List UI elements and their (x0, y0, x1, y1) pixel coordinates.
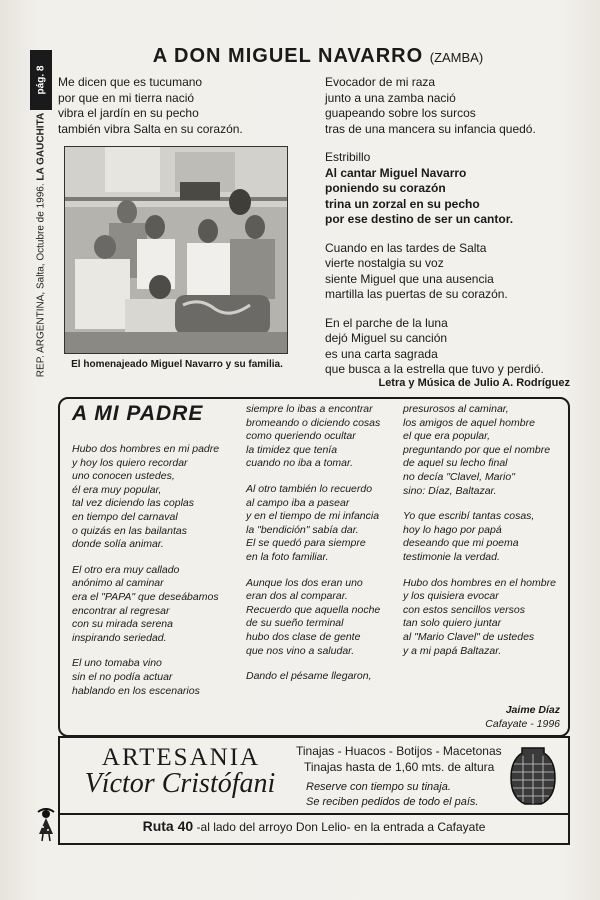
ad-order-note-1: Reserve con tiempo su tinaja. (306, 781, 451, 793)
verse-line: cuando no iba a tomar. (246, 457, 354, 470)
verse-line: testimonie la verdad. (403, 550, 500, 563)
zamba-right-column (325, 75, 580, 391)
ad-route-rest: -al lado del arroyo Don Lelio- en la entrada a Cafayate (193, 820, 486, 834)
verse-line: trina un zorzal en su pecho (325, 196, 480, 211)
verse-line: junto a una zamba nació (325, 90, 456, 105)
verse-line: Me dicen que es tucumano (58, 75, 203, 89)
stanza-gap (72, 552, 242, 564)
ad-route-bold: Ruta 40 (142, 818, 194, 834)
poem-column-3 (403, 403, 561, 658)
article-title (58, 45, 578, 68)
verse-line: la "bendición" sabía dar. (246, 523, 359, 536)
verse-line: tal vez diciendo las coplas (72, 497, 194, 510)
verse-line: Al otro también lo recuerdo (246, 482, 373, 495)
stanza-gap (246, 471, 406, 483)
zamba-left-stanza (58, 75, 318, 137)
verse-line: encontrar al regresar (72, 604, 170, 617)
verse-line: al "Mario Clavel" de ustedes (403, 630, 535, 643)
verse-line: era el "PAPA" que deseábamos (72, 590, 219, 603)
verse-line: El uno tomaba vino (72, 657, 162, 670)
ad-owner-name: Víctor Cristófani (84, 768, 276, 799)
ad-order-note-2: Se reciben pedidos de todo el país. (306, 796, 479, 808)
page-number-tab (30, 50, 52, 110)
verse-line: y en el tiempo de mi infancia (246, 510, 380, 523)
stanza-gap (246, 658, 406, 670)
vase-icon (508, 744, 558, 813)
poem-signature (440, 703, 560, 731)
verse-line: la timidez que tenía (246, 443, 338, 456)
stanza-gap (403, 498, 561, 510)
verse-line: sin el no podía actuar (72, 670, 173, 683)
poem-column-1 (72, 443, 242, 698)
verse-line: Cuando en las tardes de Salta (325, 240, 487, 255)
poem-column-2 (246, 403, 406, 684)
poem-author: Jaime Díaz (505, 704, 560, 716)
verse-line: donde solía animar. (72, 538, 164, 551)
ad-brand: ARTESANIA (101, 744, 261, 771)
stanza (325, 241, 580, 303)
verse-line: uno conocen ustedes, (72, 470, 175, 483)
verse-line: también vibra Salta en su corazón. (58, 121, 243, 136)
verse-line: martilla las puertas de su corazón. (325, 287, 508, 301)
verse-line: él era muy popular, (72, 483, 162, 496)
issue-line: REP. ARGENTINA, Salta, Octubre de 1996. (35, 183, 47, 378)
verse-line: vibra el jardín en su pecho (58, 106, 199, 120)
gauchita-mascot-icon (34, 808, 58, 847)
side-strip (30, 50, 52, 380)
verse-line: Hubo dos hombres en mi padre (72, 443, 220, 455)
stanza (325, 316, 580, 378)
verse-line: presurosos al caminar, (403, 403, 509, 415)
verse-line: Aunque los dos eran uno (246, 576, 363, 589)
verse-line: los amigos de aquel hombre (403, 416, 535, 429)
verse-line: Yo que escribí tantas cosas, (403, 510, 535, 523)
verse-line: Hubo dos hombres en el hombre (403, 576, 556, 589)
verse-line: sino: Díaz, Baltazar. (403, 484, 497, 497)
poem-title: A MI PADRE (72, 402, 204, 425)
verse-line: como queriendo ocultar (246, 430, 356, 443)
verse-line: al campo iba a pasear (246, 496, 350, 509)
verse-line: el que era popular, (403, 430, 490, 443)
poem-place-year: Cafayate - 1996 (485, 718, 560, 730)
stanza-gap (72, 645, 242, 657)
verse-line: inspirando seriedad. (72, 631, 167, 644)
verse-line: con estos sencillos versos (403, 603, 525, 616)
stanza-gap (246, 565, 406, 577)
song-credit: Letra y Música de Julio A. Rodríguez (378, 377, 570, 389)
verse-line: que busca a la estrella que tuvo y perdió. (325, 362, 544, 376)
verse-line: hablando en los escenarios (72, 684, 200, 697)
verse-line: Evocador de mi raza (325, 75, 436, 89)
verse-line: poniendo su corazón (325, 181, 446, 195)
verse-line: Dando el pésame llegaron, (246, 670, 372, 683)
verse-line: y los quisiera evocar (403, 590, 499, 603)
verse-line: En el parche de la luna (325, 315, 448, 330)
stanza (325, 75, 580, 137)
ad-products: Tinajas - Huacos - Botijos - Macetonas (296, 744, 502, 758)
verse-line: o quizás en las bailantas (72, 524, 187, 537)
verse-line: por ese destino de ser un cantor. (325, 212, 514, 226)
title-text: A DON MIGUEL NAVARRO (152, 45, 424, 67)
verse-line: Recuerdo que aquella noche (246, 603, 381, 616)
verse-line: de su sueño terminal (246, 617, 344, 630)
verse-line: con su mirada serena (72, 618, 173, 631)
verse-line: anónimo al caminar (72, 577, 164, 590)
photo-caption: El homenajeado Miguel Navarro y su familia. (71, 359, 283, 370)
issue-info (36, 113, 47, 377)
verse-line: hubo dos clase de gente (246, 630, 361, 643)
verse-line: que nos vino a saludar. (246, 644, 355, 657)
verse-line: de aquel su lecho final (403, 457, 508, 470)
verse-line: en tiempo del carnaval (72, 510, 178, 523)
estribillo (325, 150, 580, 228)
page-number: pág. 8 (35, 65, 47, 95)
ad-divider (58, 813, 568, 815)
verse-line: El otro era muy callado (72, 563, 180, 576)
verse-line: dejó Miguel su canción (325, 331, 448, 345)
verse-line: El se quedó para siempre (246, 537, 366, 550)
verse-line: hoy lo hago por papá (403, 523, 502, 536)
verse-line: deseando que mi poema (403, 537, 519, 550)
stanza-gap (403, 565, 561, 577)
verse-line: no decía "Clavel, Mario" (403, 470, 515, 483)
verse-line: Al cantar Miguel Navarro (325, 165, 467, 180)
verse-line: y hoy los quiero recordar (72, 456, 188, 469)
verse-line: vierte nostalgia su voz (325, 256, 444, 270)
verse-line: por que en mi tierra nació (58, 90, 195, 105)
title-subtitle: (ZAMBA) (429, 50, 484, 65)
verse-line: preguntando por que el nombre (403, 443, 551, 456)
verse-line: tan solo quiero juntar (403, 617, 502, 630)
verse-line: guapeando sobre los surcos (325, 106, 476, 120)
ad-route (60, 818, 568, 834)
verse-line: y a mi papá Baltazar. (403, 644, 502, 657)
publication-name: LA GAUCHITA (35, 112, 47, 181)
family-photo (64, 146, 288, 354)
verse-line: en la foto familiar. (246, 550, 329, 563)
estribillo-label: Estribillo (325, 150, 371, 164)
verse-line: tras de una mancera su infancia quedó. (325, 121, 536, 136)
verse-line: eran dos al comparar. (246, 590, 348, 603)
verse-line: es una carta sagrada (325, 346, 438, 361)
verse-line: siente Miguel que una ausencia (325, 271, 494, 286)
ad-size-note: Tinajas hasta de 1,60 mts. de altura (304, 760, 495, 774)
verse-line: bromeando o diciendo cosas (246, 416, 381, 429)
verse-line: siempre lo ibas a encontrar (246, 403, 373, 415)
